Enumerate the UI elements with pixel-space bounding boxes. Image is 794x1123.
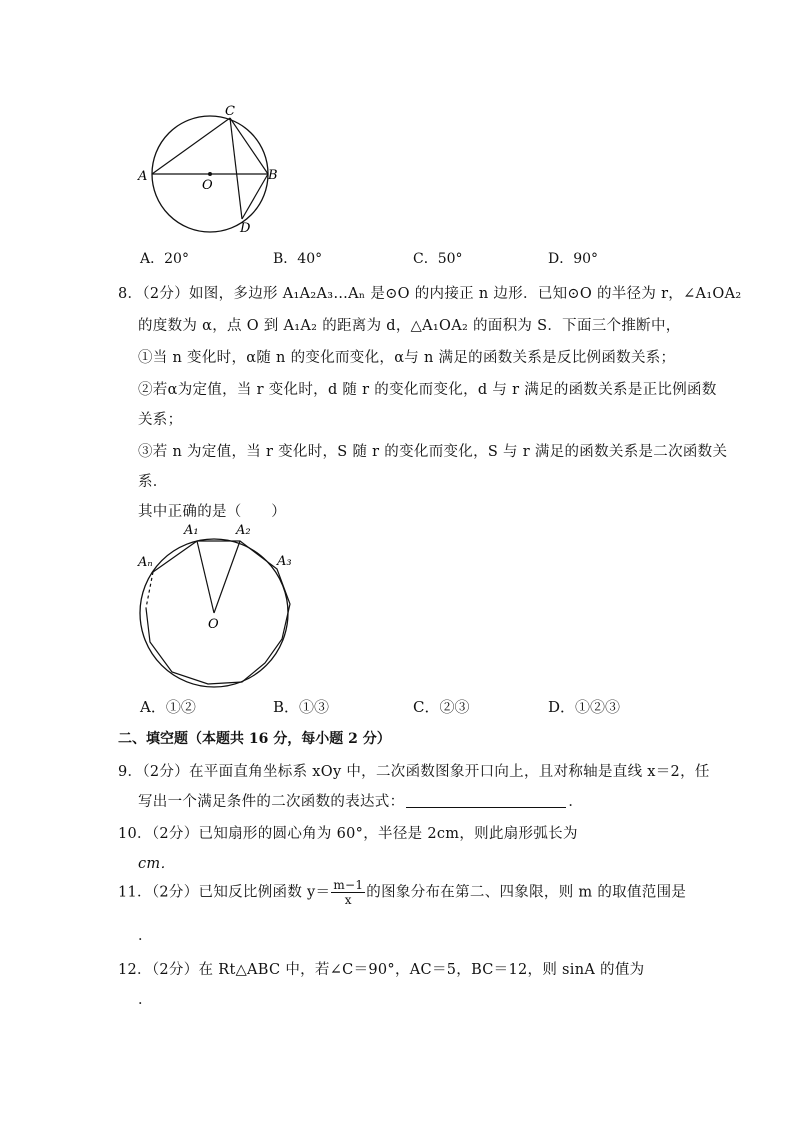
q8-line-4: ②若α为定值，当 r 变化时，d 随 r 的变化而变化，d 与 r 满足的函数关系是正比例函数 xyxy=(138,382,717,398)
q11-fraction: $\frac{m-1}{x}$ xyxy=(333,878,364,907)
label-A1: A₁ xyxy=(184,523,199,538)
q8-line-6: ③若 n 为定值，当 r 变化时，S 随 r 的变化而变化，S 与 r 满足的函数关系是二次函数关 xyxy=(138,444,728,460)
q12-line-2: ． xyxy=(138,992,153,1008)
label-An: Aₙ xyxy=(138,555,153,570)
q8-line-3: ①当 n 变化时，α随 n 的变化而变化，α与 n 满足的函数关系是反比例函数关系； xyxy=(138,350,676,366)
q8-option-a: A．①② xyxy=(140,698,196,716)
q12-line-1: 12．（2分）在 Rt△ABC 中，若∠C＝90°，AC＝5，BC＝12，则 sinA 的值为 xyxy=(118,962,645,978)
q8-line-5: 关系； xyxy=(138,412,183,428)
polygon-figure-q8 xyxy=(130,518,310,693)
label-A2: A₂ xyxy=(236,523,251,538)
q8-option-d: D．①②③ xyxy=(548,698,621,716)
q8-line-7: 系． xyxy=(138,474,168,490)
q7-option-c: C．50° xyxy=(413,251,463,267)
q10-line-2: cm． xyxy=(138,856,176,872)
label-A3: A₃ xyxy=(277,554,292,569)
section-2-title: 二、填空题（本题共 16 分，每小题 2 分） xyxy=(118,731,391,747)
circle-figure-q7 xyxy=(130,100,290,240)
q7-option-b: B．40° xyxy=(273,251,323,267)
label-D: D xyxy=(240,221,251,236)
q8-line-2: 的度数为 α，点 O 到 A₁A₂ 的距离为 d，△A₁OA₂ 的面积为 S．下面三个推断中， xyxy=(138,318,681,334)
q7-option-d: D．90° xyxy=(548,251,599,267)
q8-line-8: 其中正确的是（ ） xyxy=(138,504,286,520)
label-A: A xyxy=(138,169,148,184)
q10-line-1: 10．（2分）已知扇形的圆心角为 60°，半径是 2cm，则此扇形弧长为 xyxy=(118,826,578,842)
label-B: B xyxy=(268,168,278,183)
q11-line-2: ． xyxy=(138,928,153,944)
q9-answer-blank[interactable] xyxy=(406,793,566,808)
q8-option-b: B．①③ xyxy=(273,698,330,716)
q11-line-1: 11．（2分）已知反比例函数 y＝ $\frac{m-1}{x}$ 的图象分布在第二、四象限，则 m 的取值范围是 xyxy=(118,878,687,907)
q9-line-2: 写出一个满足条件的二次函数的表达式： ． xyxy=(138,794,584,810)
q8-line-1: 8．（2分）如图，多边形 A₁A₂A₃…Aₙ 是⊙O 的内接正 n 边形．已知⊙O 的半径为 r，∠A₁OA₂ xyxy=(118,286,742,302)
q7-option-a: A．20° xyxy=(140,251,189,267)
q8-option-c: C．②③ xyxy=(413,698,470,716)
label-C: C xyxy=(225,104,235,119)
label-O: O xyxy=(202,178,213,193)
label-O-2: O xyxy=(208,617,219,632)
q9-line-1: 9．（2分）在平面直角坐标系 xOy 中，二次函数图象开口向上，且对称轴是直线 x＝2，任 xyxy=(118,764,710,780)
